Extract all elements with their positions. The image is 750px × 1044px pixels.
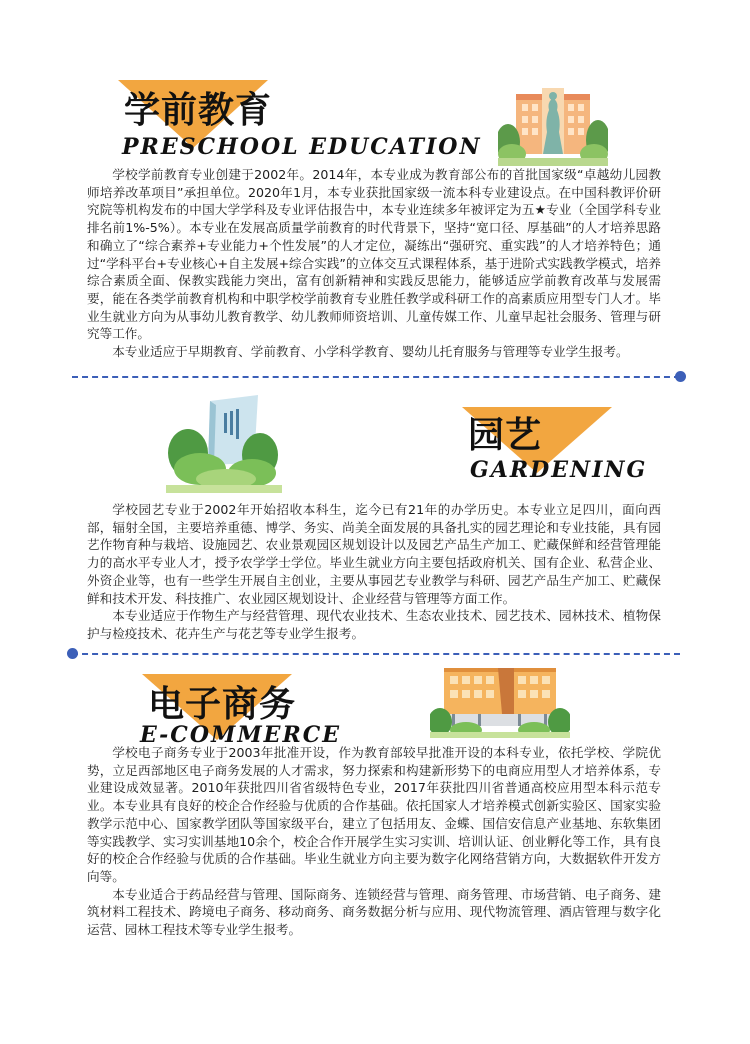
section-title-zh: 学前教育 [124, 90, 273, 131]
section-title-zh: 电子商务 [148, 684, 297, 725]
body-paragraph: 学校电子商务专业于2003年批准开设，作为教育部较早批准开设的本科专业，依托学校、学院优势，立足西部地区电子商务发展的人才需求，努力探索和构建新形势下的电商应用型人才培养体系，专业建设成效显著。2010年获批四川省省级特色专业，2017年获批四川省普通高校应用型本科示范专业。本专业具有良好的校企合作经验与优质的合作基础。依托国家人才培养模式创新实验区、国家实验教学示范中心、国家教学团队等国家级平台，建立了包括用友、金蝶、国信安信息产业基地、东软集团等实践教学、实习实训基地10余个，校企合作开展学生实习实训、培训认证、创业孵化等工作，具有良好的校企合作经验与优质的合作基础。毕业生就业方向主要为数字化网络营销方向，大数据软件开发方向等。 [87, 745, 661, 884]
section-title-en: PRESCHOOL EDUCATION [122, 134, 482, 160]
section-title-zh: 园艺 [468, 415, 543, 456]
divider-dot [67, 648, 78, 659]
garden-stone-monument-illustration [166, 393, 282, 495]
campus-building-statue-illustration [498, 70, 608, 170]
body-paragraph: 学校园艺专业于2002年开始招收本科生，迄今已有21年的办学历史。本专业立足四川，面向西部，辐射全国，主要培养重德、博学、务实、尚美全面发展的具备扎实的园艺理论和专业技能，具有园艺作物育种与栽培、设施园艺、农业景观园区规划设计以及园艺产品生产加工、贮藏保鲜和经营管理能力的高水平专业人才，授予农学学士学位。毕业生就业方向主要包括政府机关、国有企业、私营企业、外资企业等，也有一些学生开展自主创业，主要从事园艺专业教学与科研、园艺产品生产加工、贮藏保鲜和技术开发、科技推广、农业园区规划设计、企业经营与管理等方面工作。 [87, 502, 661, 606]
section-body [87, 501, 661, 643]
section-gardening [0, 385, 750, 650]
section-preschool [0, 0, 750, 370]
divider-dot [675, 371, 686, 382]
body-paragraph: 本专业适应于作物生产与经营管理、现代农业技术、生态农业技术、园艺技术、园林技术、植物保护与检疫技术、花卉生产与花艺等专业学生报考。 [87, 608, 661, 641]
body-paragraph: 学校学前教育专业创建于2002年。2014年，本专业成为教育部公布的首批国家级“卓越幼儿园教师培养改革项目”承担单位。2020年1月，本专业获批国家级一流本科专业建设点。在中国科教评价研究院等机构发布的中国大学学科及专业评估报告中，本专业连续多年被评定为五★专业（全国学科专业排名前1%-5%）。本专业在发展高质量学前教育的时代背景下，坚持“宽口径、厚基础”的人才培养思路和确立了“综合素养+专业能力+个性发展”的人才定位，凝练出“强研究、重实践”的人才培养特色；通过“学科平台+专业核心+自主发展+综合实践”的立体交互式课程体系，基于进阶式实践教学模式，培养综合素质全面、保教实践能力突出，富有创新精神和实践反思能力，能够适应学前教育改革与发展需要，能在各类学前教育机构和中职学校学前教育专业胜任教学或科研工作的高素质应用型专门人才。毕业生就业方向为从事幼儿教育教学、幼儿教师师资培训、儿童传媒工作、儿童早起社会服务、管理与研究等工作。 [87, 167, 661, 342]
section-divider [72, 653, 680, 655]
section-body [87, 166, 661, 361]
body-paragraph: 本专业适合于药品经营与管理、国际商务、连锁经营与管理、商务管理、市场营销、电子商务、建筑材料工程技术、跨境电子商务、移动商务、商务数据分析与应用、现代物流管理、酒店管理与数字化运营、园林工程技术等专业学生报考。 [87, 886, 661, 938]
section-body [87, 744, 661, 939]
college-building-illustration [430, 664, 570, 740]
body-paragraph: 本专业适应于早期教育、学前教育、小学科学教育、婴幼儿托育服务与管理等专业学生报考。 [112, 344, 629, 360]
section-title-en: GARDENING [470, 457, 648, 483]
section-ecommerce [0, 662, 750, 1042]
section-title-en: E-COMMERCE [140, 722, 342, 748]
section-divider [72, 376, 680, 378]
